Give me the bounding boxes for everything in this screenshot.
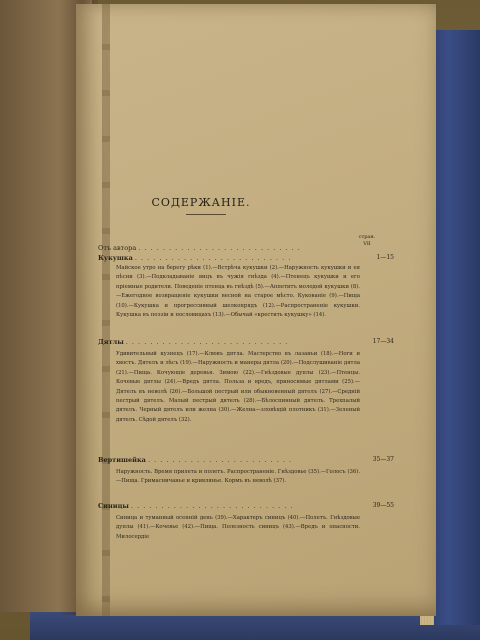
book-cover-bottom bbox=[30, 612, 480, 640]
toc-entry-description: Майское утро на берегу рѣки (1).—Встрѣча кукушки (2).—Наружность кукушки и ея пѣсни (3).—Подкладываніе яицъ въ чужія гнѣзда (4).—Птенецъ кукушки и его пріемные родители. Поведеніе птенца въ гнѣздѣ (5).—Аппетитъ молодой кукушки (8).—Ежегодное возвращеніе кукушки весной на старое мѣсто. Кукованіе (9).—Пища (10).—Кукушка и прогрессивный шелкопрядъ (12).—Распространеніе кукушки. Кукушка въ поэзіи и пословицахъ (13).—Обычай «крестить кукушку» (14). bbox=[116, 265, 360, 319]
toc-entry bbox=[98, 254, 386, 262]
toc-leader-dots: . . . . . . . . . . . . . . . . . . . . . . . . . . bbox=[134, 254, 292, 262]
toc-entry bbox=[98, 338, 386, 346]
toc-leader-dots: . . . . . . . . . . . . . . . . . . . . . . . . bbox=[147, 456, 293, 464]
toc-entry bbox=[98, 244, 386, 252]
toc-entry-description: Синица и туманный осенній день (39).—Характеръ синицъ (40).—Полетъ. Гнѣздовые дуплы (41).—Кочевье (42).—Пища. Полезность синицъ (43).—Вредъ и опасности. Милосердіе bbox=[116, 515, 360, 540]
toc-leader-dots: . . . . . . . . . . . . . . . . . . . . . . . . . . . bbox=[138, 244, 301, 252]
toc-entry-title: Кукушка bbox=[98, 254, 133, 262]
toc-page-range: 39—55 bbox=[372, 502, 394, 509]
toc-entry-description: Удивительный кузнецъ (17).—Клювъ дятла. Мастерство въ лазаньи (18).—Ноги и хвостъ. Дятелъ и лѣсъ (19).—Наружность и манеры дятла (20).—Подслушиваніе дятла (21).—Пища. Кочующіе деревья. Зимою (22).—Гнѣздовые дуплы (23).—Птенцы. Кочевые дятлы (24).—Вредъ дятла. Польза и вредъ, приносимые дятлами (25).—Дятелъ въ неволѣ (26).—Большой пестрый или обыкновенный дятелъ (27).—Средній пестрый дятелъ. Малый пестрый дятелъ (28).—Бѣлоспинный дятелъ. Трехпалый дятелъ. Черный дятелъ или желна (30).—Желна—зловѣщій плотникъ (31).—Зеленый дятелъ. Сѣдой дятелъ (32). bbox=[116, 351, 360, 423]
page-title: СОДЕРЖАНІЕ. bbox=[151, 196, 251, 209]
page-column-preface: VII bbox=[363, 241, 371, 247]
toc-leader-dots: . . . . . . . . . . . . . . . . . . . . . . . . . . . bbox=[130, 502, 294, 510]
toc-entry bbox=[98, 456, 386, 464]
toc-page-range: 35—37 bbox=[372, 456, 394, 463]
toc-page-range: 1—15 bbox=[376, 254, 394, 261]
binding-stitch bbox=[102, 4, 110, 616]
toc-entry-title: Вертишейка bbox=[98, 456, 146, 464]
toc-page-range: 17—34 bbox=[372, 338, 394, 345]
title-rule bbox=[186, 214, 226, 215]
toc-entry-title: Отъ автора bbox=[98, 244, 137, 252]
toc-entry bbox=[98, 502, 386, 510]
toc-entry-title: Синицы bbox=[98, 502, 129, 510]
toc-leader-dots: . . . . . . . . . . . . . . . . . . . . . . . . . . . bbox=[125, 338, 289, 346]
toc-entry-description: Наружность. Время прилета и полетъ. Распространеніе. Гнѣздовье (35).—Голосъ (36).—Пища. Гримасничанье и кривлянье. Кормъ въ неволѣ (37). bbox=[116, 469, 360, 485]
toc-entry-title: Дятлы bbox=[98, 338, 124, 346]
page-column-label: стран. bbox=[358, 234, 376, 240]
